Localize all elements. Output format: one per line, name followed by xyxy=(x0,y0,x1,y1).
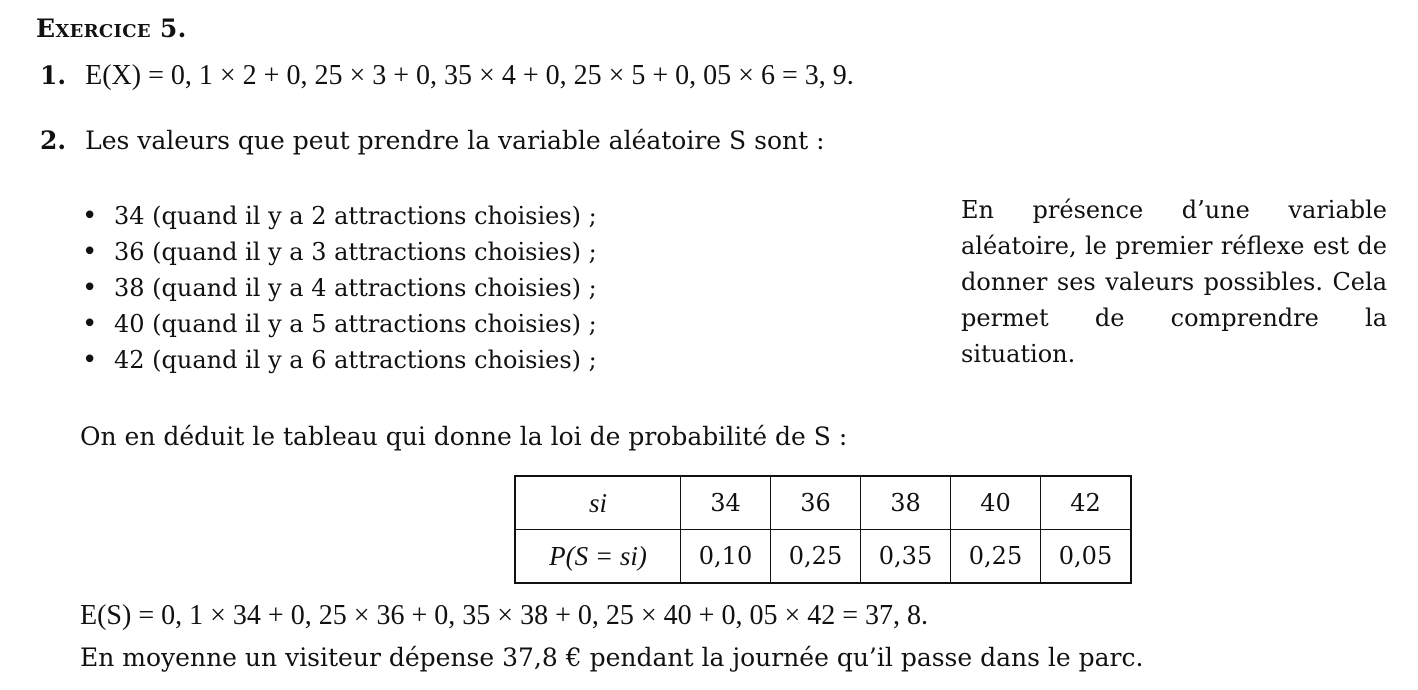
probability-table xyxy=(514,475,1132,584)
table-cell: 38 xyxy=(861,476,951,530)
row-header-values: si xyxy=(515,476,681,530)
table-row xyxy=(515,476,1131,530)
conclusion-text: En moyenne un visiteur dépense 37,8 € pendant la journée qu’il passe dans le parc. xyxy=(80,643,1144,672)
bullet-icon: • xyxy=(82,273,98,303)
question-1 xyxy=(40,60,854,92)
expectation-x-formula: E(X) = 0, 1 × 2 + 0, 25 × 3 + 0, 35 × 4 + 0, 25 × 5 + 0, 05 × 6 = 3, 9. xyxy=(85,60,854,91)
list-item-text: 36 (quand il y a 3 attractions choisies) ; xyxy=(114,238,597,266)
bullet-icon: • xyxy=(82,201,98,231)
values-list xyxy=(82,198,597,378)
list-item xyxy=(82,306,597,342)
table-cell: 0,35 xyxy=(861,530,951,584)
list-item xyxy=(82,198,597,234)
list-item-text: 42 (quand il y a 6 attractions choisies) ; xyxy=(114,346,597,374)
list-item xyxy=(82,234,597,270)
question-2-intro: Les valeurs que peut prendre la variable aléatoire S sont : xyxy=(85,126,825,155)
list-item xyxy=(82,270,597,306)
list-item-text: 40 (quand il y a 5 attractions choisies) ; xyxy=(114,310,597,338)
table-cell: 0,25 xyxy=(771,530,861,584)
bullet-icon: • xyxy=(82,237,98,267)
table-cell: 36 xyxy=(771,476,861,530)
question-1-number: 1. xyxy=(40,61,67,90)
list-item xyxy=(82,342,597,378)
table-cell: 0,10 xyxy=(681,530,771,584)
table-cell: 0,05 xyxy=(1041,530,1132,584)
expectation-s-formula: E(S) = 0, 1 × 34 + 0, 25 × 36 + 0, 35 × 38 + 0, 25 × 40 + 0, 05 × 42 = 37, 8. xyxy=(80,600,929,631)
exercise-title: Exercice 5. xyxy=(36,14,187,43)
question-2-number: 2. xyxy=(40,126,67,155)
table-cell: 40 xyxy=(951,476,1041,530)
deduction-text: On en déduit le tableau qui donne la loi de probabilité de S : xyxy=(80,422,848,451)
side-note: En présence d’une variable aléatoire, le premier réflexe est de donner ses valeurs possibles. Cela permet de comprendre la situation. xyxy=(961,196,1387,368)
bullet-icon: • xyxy=(82,345,98,375)
list-item-text: 34 (quand il y a 2 attractions choisies) ; xyxy=(114,202,597,230)
question-2 xyxy=(40,126,825,155)
table-cell: 0,25 xyxy=(951,530,1041,584)
table-row xyxy=(515,530,1131,584)
row-header-probabilities: P(S = si) xyxy=(515,530,681,584)
table-cell: 42 xyxy=(1041,476,1132,530)
list-item-text: 38 (quand il y a 4 attractions choisies) ; xyxy=(114,274,597,302)
bullet-icon: • xyxy=(82,309,98,339)
table-cell: 34 xyxy=(681,476,771,530)
